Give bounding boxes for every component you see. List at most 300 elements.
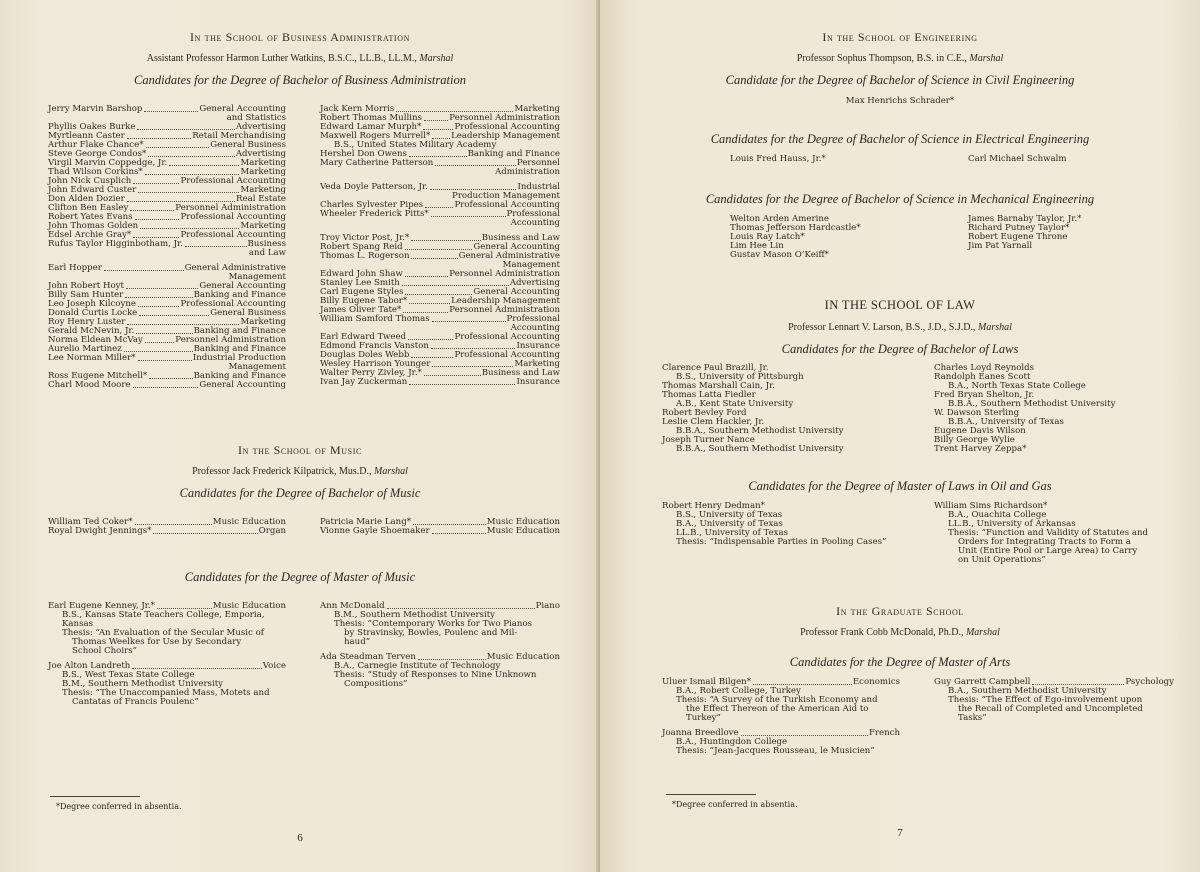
thesis-line: Thesis: “Jean-Jacques Rousseau, le Musicien” — [676, 746, 875, 756]
candidate-detail: Unit (Entire Pool or Large Area) to Carry — [958, 546, 1138, 556]
candidate-field: Marketing — [240, 167, 286, 177]
candidate-name: Ivan Jay Zuckerman — [320, 377, 408, 387]
candidate-field: Professional Accounting — [454, 350, 560, 360]
candidate-field: Music Education — [486, 517, 560, 527]
leader-dots — [135, 524, 212, 525]
leader-dots — [133, 387, 199, 388]
candidate-field: General Administrative — [458, 251, 560, 261]
candidate-name: Arthur Flake Chance* — [48, 140, 144, 150]
candidate-field-continued: Management — [228, 362, 286, 372]
law-heading: IN THE SCHOOL OF LAW — [824, 298, 976, 312]
candidate-field: Leadership Management — [451, 296, 560, 306]
candidate-name: Donald Curtis Locke — [48, 308, 138, 318]
candidate-name: Robert Spang Reid — [320, 242, 403, 252]
candidate-field: Music Education — [212, 601, 286, 611]
business-marshal: Assistant Professor Harmon Luther Watkins, B.S.C., LL.B., LL.M., Marshal — [146, 53, 454, 64]
candidate-name: John Edward Custer — [48, 185, 137, 195]
candidate-name: Charl Mood Moore — [48, 380, 131, 390]
candidate-name: Vionne Gayle Shoemaker — [320, 526, 430, 536]
leader-dots — [124, 351, 193, 352]
leader-dots — [127, 201, 235, 202]
candidate-field: Personnel — [516, 158, 560, 168]
leader-dots — [153, 533, 257, 534]
leader-dots — [413, 524, 486, 525]
candidate-name: Robert Henry Dedman* — [662, 501, 765, 511]
candidate-name: Leslie Clem Hackler, Jr. — [662, 417, 765, 427]
candidate-name: Guy Garrett Campbell — [934, 677, 1031, 687]
law-master-col1 — [662, 502, 932, 547]
leader-dots — [411, 357, 453, 358]
thesis-line: Tasks” — [958, 713, 987, 723]
candidate-name: Douglas Doles Webb — [320, 350, 410, 360]
candidate-detail: on Unit Operations” — [958, 555, 1046, 565]
candidate-field: Economics — [852, 677, 900, 687]
candidate-detail: Orders for Integrating Tracts to Form a — [958, 537, 1131, 547]
candidate-name: Edward John Shaw — [320, 269, 403, 279]
candidate-name: Norma Eldean McVay — [48, 335, 143, 345]
candidate-name: Lim Hee Lin — [730, 241, 784, 251]
law-master-degree: Candidates for the Degree of Master of Laws in Oil and Gas — [748, 479, 1052, 493]
candidate-name: Clifton Ben Easley — [48, 203, 129, 213]
leader-dots — [140, 228, 239, 229]
candidate-field: Leadership Management — [451, 131, 560, 141]
candidate-detail: B.B.A., Southern Methodist University — [676, 426, 844, 436]
thesis-line: Thesis: “A Survey of the Turkish Economy and — [676, 695, 878, 705]
leader-dots — [104, 270, 184, 271]
candidate-field-continued: Accounting — [510, 323, 560, 333]
leader-dots — [139, 315, 209, 316]
leader-dots — [127, 138, 191, 139]
candidate-name: Don Alden Dozier — [48, 194, 125, 204]
candidate-name: Virgil Marvin Coppedge, Jr. — [48, 158, 168, 168]
candidate-field-continued: Management — [228, 272, 286, 282]
candidate-field-continued: Accounting — [510, 218, 560, 228]
candidate-name: Aurelio Martinez — [48, 344, 122, 354]
candidate-name: Fred Bryan Shelton, Jr. — [934, 390, 1035, 400]
candidate-field: Advertising — [235, 149, 286, 159]
candidate-field: Voice — [262, 661, 286, 671]
footnote-left: *Degree conferred in absentia. — [56, 802, 182, 811]
candidate-field: Personnel Administration — [175, 335, 286, 345]
thesis-line: haud” — [344, 637, 371, 647]
prior-degree: B.A., Huntingdon College — [676, 737, 788, 747]
leader-dots — [149, 378, 192, 379]
leader-dots — [424, 375, 481, 376]
thesis-line: by Stravinsky, Bowles, Poulenc and Mil- — [344, 628, 518, 638]
candidate-field: Business and Law — [481, 233, 560, 243]
engineering-heading: In the School of Engineering — [822, 30, 978, 44]
footnote-right: *Degree conferred in absentia. — [672, 800, 798, 809]
candidate-name: John Thomas Golden — [48, 221, 139, 231]
leader-dots — [169, 165, 239, 166]
candidate-name: Mary Catherine Patterson — [320, 158, 434, 168]
leader-dots — [1032, 684, 1124, 685]
leader-dots — [387, 608, 535, 609]
graduate-marshal: Professor Frank Cobb McDonald, Ph.D., Marshal — [800, 627, 1000, 638]
candidate-field: Professional Accounting — [180, 176, 286, 186]
candidate-detail: B.S., University of Pittsburgh — [676, 372, 804, 382]
candidate-field: Banking and Finance — [193, 371, 286, 381]
candidate-name: Veda Doyle Patterson, Jr. — [320, 182, 428, 192]
leader-dots — [145, 342, 174, 343]
leader-dots — [435, 165, 516, 166]
candidate-field: Personnel Administration — [449, 269, 560, 279]
leader-dots — [403, 312, 448, 313]
candidate-name: Joanna Breedlove — [662, 728, 739, 738]
thesis-line: the Recall of Completed and Uncompleted — [958, 704, 1143, 714]
candidate-name: Gustav Mason O’Keiff* — [730, 250, 829, 260]
page-number-right: 7 — [897, 827, 903, 839]
prior-degree: B.S., Kansas State Teachers College, Emporia, — [62, 610, 265, 620]
thesis-line: Thesis: “The Unaccompanied Mass, Motets and — [62, 688, 270, 698]
candidate-name: Edmond Francis Vanston — [320, 341, 429, 351]
candidate-name: Troy Victor Post, Jr.* — [320, 233, 410, 243]
candidate-name: Carl Eugene Styles — [320, 287, 404, 297]
candidate-name: Phyllis Oakes Burke — [48, 122, 136, 132]
candidate-field: General Business — [210, 308, 286, 318]
leader-dots — [137, 129, 234, 130]
candidate-name: Thomas Marshall Cain, Jr. — [662, 381, 775, 391]
electrical-candidate-2: Carl Michael Schwalm — [968, 154, 1067, 164]
thesis-line: Cantatas of Francis Poulenc” — [72, 697, 199, 707]
candidate-field: Advertising — [509, 278, 560, 288]
leader-dots — [396, 111, 513, 112]
candidate-name: William Samford Thomas — [320, 314, 430, 324]
candidate-name: Lee Norman Miller* — [48, 353, 136, 363]
candidate-name: Stanley Lee Smith — [320, 278, 400, 288]
candidate-detail: B.B.A., Southern Methodist University — [948, 399, 1116, 409]
candidate-field-continued: Production Management — [452, 191, 560, 201]
prior-degree: B.M., Southern Methodist University — [334, 610, 496, 620]
leader-dots — [138, 360, 192, 361]
candidate-name: Rufus Taylor Higginbotham, Jr. — [48, 239, 183, 249]
candidate-name: William Sims Richardson* — [934, 501, 1048, 511]
leader-dots — [411, 240, 480, 241]
candidate-detail: B.A., Ouachita College — [948, 510, 1047, 520]
candidate-name: James Barnaby Taylor, Jr.* — [968, 214, 1082, 224]
candidate-name: Maxwell Rogers Murrell* — [320, 131, 431, 141]
candidate-name: Robert Yates Evans — [48, 212, 133, 222]
candidate-field: Professional Accounting — [180, 212, 286, 222]
leader-dots — [432, 366, 513, 367]
candidate-field: General Accounting — [199, 281, 286, 291]
candidate-name: Robert Bevley Ford — [662, 408, 747, 418]
leader-dots — [136, 333, 192, 334]
candidate-field: Advertising — [235, 122, 286, 132]
candidate-field: Retail Merchandising — [192, 131, 286, 141]
candidate-name: Louis Ray Latch* — [730, 232, 805, 242]
candidate-name: Edward Lamar Murph* — [320, 122, 422, 132]
candidate-name: Patricia Marie Lang* — [320, 517, 412, 527]
candidate-field: Industrial — [517, 182, 560, 192]
candidate-field: Banking and Finance — [193, 326, 286, 336]
leader-dots — [130, 210, 174, 211]
leader-dots — [424, 120, 448, 121]
mechanical-col2 — [968, 215, 1168, 251]
leader-dots — [405, 294, 472, 295]
candidate-name: Ada Steadman Terven — [320, 652, 416, 662]
candidate-name: William Ted Coker* — [48, 517, 133, 527]
candidate-name: Roy Henry Luster — [48, 317, 126, 327]
candidate-field: Personnel Administration — [175, 203, 286, 213]
leader-dots — [408, 339, 453, 340]
candidate-field: Marketing — [514, 104, 560, 114]
leader-dots — [144, 111, 198, 112]
candidate-name: Joseph Turner Nance — [662, 435, 755, 445]
candidate-detail: Thesis: “Indispensable Parties in Pooling Cases” — [676, 537, 887, 547]
candidate-field: Professional Accounting — [454, 200, 560, 210]
music-bachelor-degree: Candidates for the Degree of Bachelor of Music — [179, 486, 421, 500]
music-master-col1 — [48, 602, 286, 707]
law-bachelor-col1 — [662, 364, 912, 454]
leader-dots — [741, 735, 868, 736]
candidate-name: Ross Eugene Mitchell* — [48, 371, 148, 381]
candidate-field-continued: Management — [502, 260, 560, 270]
candidate-field: General Administrative — [184, 263, 286, 273]
leader-dots — [138, 192, 239, 193]
page-right — [600, 0, 1200, 872]
candidate-name: Wheeler Frederick Pitts* — [320, 209, 429, 219]
candidate-name: John Robert Hoyt — [48, 281, 124, 291]
music-heading: In the School of Music — [238, 443, 362, 457]
candidate-field: Banking and Finance — [467, 149, 560, 159]
law-marshal: Professor Lennart V. Larson, B.S., J.D., S.J.D., Marshal — [788, 322, 1012, 333]
leader-dots — [432, 321, 506, 322]
candidate-field-continued: B.S., United States Military Academy — [334, 140, 497, 150]
candidate-field: Business — [247, 239, 286, 249]
leader-dots — [127, 324, 239, 325]
page-number-left: 6 — [297, 832, 303, 844]
candidate-name: Gerald McNevin, Jr. — [48, 326, 135, 336]
leader-dots — [409, 303, 450, 304]
candidate-name: Billy Eugene Tabor* — [320, 296, 408, 306]
leader-dots — [157, 608, 212, 609]
candidate-name: Uluer Ismail Bilgen* — [662, 677, 751, 687]
business-col1 — [48, 105, 286, 390]
thesis-line: Thesis: “Study of Responses to Nine Unknown — [334, 670, 537, 680]
candidate-name: Earl Hopper — [48, 263, 102, 273]
candidate-name: Billy George Wylie — [934, 435, 1015, 445]
candidate-name: James Oliver Tate* — [320, 305, 402, 315]
candidate-detail: A.B., Kent State University — [676, 399, 794, 409]
candidate-field: Professional Accounting — [454, 332, 560, 342]
candidate-name: Trent Harvey Zeppa* — [934, 444, 1027, 454]
candidate-field: Music Education — [486, 526, 560, 536]
leader-dots — [432, 533, 486, 534]
candidate-field: General Business — [210, 140, 286, 150]
candidate-name: Thomas Latta Fiedler — [662, 390, 756, 400]
candidate-name: John Nick Cusplich — [48, 176, 132, 186]
leader-dots — [133, 183, 179, 184]
candidate-field: Banking and Finance — [193, 290, 286, 300]
candidate-detail: B.A., North Texas State College — [948, 381, 1086, 391]
candidate-detail: LL.B., University of Texas — [676, 528, 789, 538]
candidate-name: Thomas Jefferson Hardcastle* — [730, 223, 861, 233]
business-degree: Candidates for the Degree of Bachelor of Business Administration — [134, 73, 466, 87]
prior-degree: B.S., West Texas State College — [62, 670, 195, 680]
candidate-field: Piano — [535, 601, 560, 611]
candidate-name: Randolph Eanes Scott — [934, 372, 1031, 382]
civil-degree: Candidate for the Degree of Bachelor of Science in Civil Engineering — [725, 73, 1075, 87]
candidate-name: Myrtleann Caster — [48, 131, 125, 141]
candidate-name: Robert Thomas Mullins — [320, 113, 422, 123]
leader-dots — [133, 237, 179, 238]
candidate-name: Walter Perry Zivley, Jr.* — [320, 368, 422, 378]
thesis-line: Thesis: “Contemporary Works for Two Pianos — [334, 619, 533, 629]
leader-dots — [411, 258, 457, 259]
candidate-entry — [48, 527, 286, 536]
candidate-field-continued: and Statistics — [226, 113, 286, 123]
leader-dots — [148, 156, 235, 157]
thesis-line: Thomas Weelkes for Use by Secondary — [72, 637, 242, 647]
candidate-field: Marketing — [240, 317, 286, 327]
candidate-name: Eugene Davis Wilson — [934, 426, 1026, 436]
music-bachelor-col2 — [320, 518, 560, 536]
candidate-name: Charles Sylvester Pipes — [320, 200, 424, 210]
candidate-name: W. Dawson Sterling — [934, 408, 1020, 418]
candidate-name: Jack Kern Morris — [320, 104, 395, 114]
candidate-field: General Accounting — [199, 380, 286, 390]
leader-dots — [431, 216, 506, 217]
leader-dots — [126, 288, 198, 289]
music-master-degree: Candidates for the Degree of Master of Music — [184, 570, 416, 584]
graduate-heading: In the Graduate School — [836, 604, 964, 618]
leader-dots — [431, 348, 516, 349]
candidate-field: Marketing — [240, 158, 286, 168]
candidate-field: Banking and Finance — [193, 344, 286, 354]
candidate-name: Thad Wilson Corkins* — [48, 167, 143, 177]
engineering-marshal: Professor Sophus Thompson, B.S. in C.E., Marshal — [796, 53, 1004, 64]
candidate-field: Industrial Production — [192, 353, 286, 363]
candidate-field: Professional Accounting — [454, 122, 560, 132]
leader-dots — [135, 219, 180, 220]
prior-degree: Kansas — [62, 619, 94, 629]
mechanical-col1 — [730, 215, 950, 260]
prior-degree: B.A., Southern Methodist University — [948, 686, 1107, 696]
music-bachelor-col1 — [48, 518, 286, 536]
candidate-name: Jerry Marvin Barshop — [48, 104, 143, 114]
candidate-field: Professional — [506, 314, 560, 324]
candidate-name: Wesley Harrison Younger — [320, 359, 431, 369]
candidate-name: Royal Dwight Jennings* — [48, 526, 152, 536]
candidate-detail: LL.B., University of Arkansas — [948, 519, 1076, 529]
civil-candidate: Max Henrichs Schrader* — [845, 96, 955, 106]
candidate-field: Marketing — [240, 185, 286, 195]
candidate-field-continued: and Law — [248, 248, 286, 258]
law-bachelor-degree: Candidates for the Degree of Bachelor of Laws — [781, 342, 1019, 356]
prior-degree: B.A., Carnegie Institute of Technology — [334, 661, 501, 671]
leader-dots — [418, 659, 486, 660]
candidate-name: Welton Arden Amerine — [730, 214, 829, 224]
leader-dots — [138, 306, 180, 307]
leader-dots — [409, 384, 515, 385]
law-master-col2 — [934, 502, 1184, 565]
candidate-detail: B.B.A., Southern Methodist University — [676, 444, 844, 454]
thesis-line: Thesis: “An Evaluation of the Secular Music of — [62, 628, 264, 638]
candidate-name: Thomas L. Rogerson — [320, 251, 410, 261]
candidate-detail: Thesis: “Function and Validity of Statutes and — [948, 528, 1149, 538]
candidate-detail: B.B.A., University of Texas — [948, 417, 1064, 427]
leader-dots — [409, 156, 467, 157]
thesis-line: Compositions” — [344, 679, 408, 689]
candidate-field: Professional Accounting — [180, 230, 286, 240]
leader-dots — [430, 189, 517, 190]
candidate-name: Hershel Don Owens — [320, 149, 407, 159]
candidate-field: General Accounting — [473, 242, 560, 252]
candidate-field: Marketing — [514, 359, 560, 369]
footnote-rule-left — [50, 796, 140, 797]
candidate-name: Earl Edward Tweed — [320, 332, 407, 342]
leader-dots — [402, 285, 509, 286]
leader-dots — [405, 276, 448, 277]
graduate-degree: Candidates for the Degree of Master of Arts — [789, 655, 1011, 669]
candidate-name: Steve George Condos* — [48, 149, 147, 159]
thesis-line: School Choirs” — [72, 646, 138, 656]
candidate-name: Earl Eugene Kenney, Jr.* — [48, 601, 155, 611]
music-master-col2 — [320, 602, 560, 689]
candidate-field: Music Education — [486, 652, 560, 662]
leader-dots — [146, 147, 210, 148]
candidate-field: Insurance — [516, 377, 560, 387]
mechanical-degree: Candidates for the Degree of Bachelor of Science in Mechanical Engineering — [705, 192, 1095, 206]
candidate-field: Business and Law — [481, 368, 560, 378]
candidate-field: French — [868, 728, 900, 738]
business-col2 — [320, 105, 560, 387]
candidate-name: Billy Sam Hunter — [48, 290, 124, 300]
leader-dots — [405, 249, 473, 250]
thesis-line: Thesis: “The Effect of Ego-involvement upon — [948, 695, 1143, 705]
graduate-col1 — [662, 678, 900, 756]
candidate-field: Real Estate — [236, 194, 286, 204]
leader-dots — [753, 684, 852, 685]
candidate-detail: B.S., University of Texas — [676, 510, 783, 520]
candidate-name: Joe Alton Landreth — [48, 661, 131, 671]
candidate-field: General Accounting — [473, 287, 560, 297]
leader-dots — [425, 207, 453, 208]
leader-dots — [125, 297, 192, 298]
footnote-rule-right — [666, 794, 756, 795]
candidate-field: Organ — [258, 526, 286, 536]
candidate-name: Charles Loyd Reynolds — [934, 363, 1035, 373]
leader-dots — [423, 129, 453, 130]
prior-degree: B.A., Robert College, Turkey — [676, 686, 801, 696]
electrical-degree: Candidates for the Degree of Bachelor of Science in Electrical Engineering — [710, 132, 1090, 146]
candidate-field: General Accounting — [199, 104, 286, 114]
candidate-entry — [48, 381, 286, 390]
candidate-field: Professional Accounting — [180, 299, 286, 309]
candidate-name: Robert Eugene Throne — [968, 232, 1068, 242]
prior-degree: B.M., Southern Methodist University — [62, 679, 224, 689]
leader-dots — [185, 246, 247, 247]
business-heading: In the School of Business Administration — [190, 30, 410, 44]
leader-dots — [132, 668, 261, 669]
candidate-name: Ann McDonald — [320, 601, 385, 611]
law-bachelor-col2 — [934, 364, 1184, 454]
thesis-line: Turkey” — [686, 713, 721, 723]
candidate-field: Personnel Administration — [449, 113, 560, 123]
graduate-col2 — [934, 678, 1174, 723]
leader-dots — [145, 174, 240, 175]
candidate-name: Jim Pat Yarnall — [968, 241, 1033, 251]
candidate-name: Clarence Paul Brazill, Jr. — [662, 363, 769, 373]
candidate-field-continued: Administration — [495, 167, 560, 177]
candidate-field: Music Education — [212, 517, 286, 527]
music-marshal: Professor Jack Frederick Kilpatrick, Mus.D., Marshal — [192, 466, 408, 477]
candidate-field: Insurance — [516, 341, 560, 351]
candidate-detail: B.A., University of Texas — [676, 519, 783, 529]
candidate-field: Personnel Administration — [449, 305, 560, 315]
candidate-field: Professional — [506, 209, 560, 219]
